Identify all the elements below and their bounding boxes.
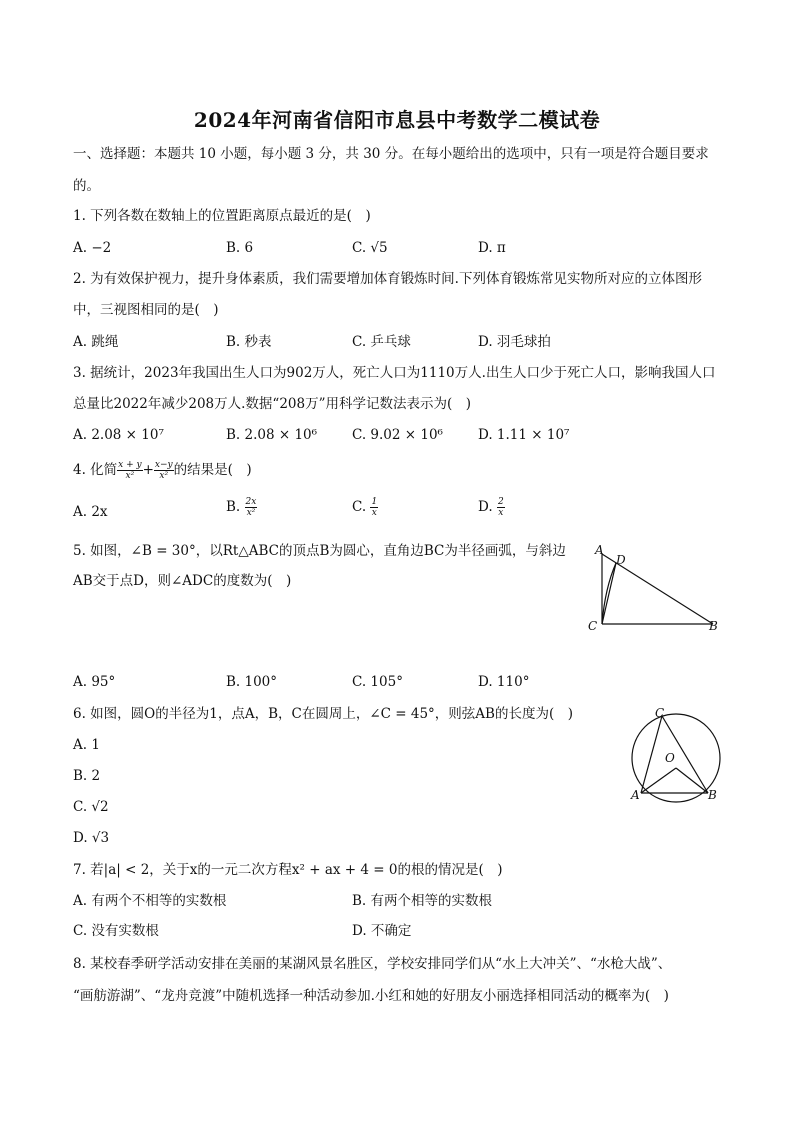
q4-suffix: 的结果是( ) (173, 462, 252, 478)
q4-fraction-2-denominator: x² (159, 471, 169, 481)
q6-option-b: B. 2 (73, 768, 101, 784)
q4-option-c-fraction (370, 497, 378, 518)
q4-fraction-2-numerator: x−y (154, 460, 173, 470)
q5-stem-line-1: 5. 如图，∠B = 30°，以Rt△ABC的顶点B为圆心，直角边BC为半径画弧，与斜边 (73, 543, 566, 559)
q5-option-d: D. 110° (478, 674, 530, 690)
q1-option-b: B. 6 (226, 240, 254, 256)
q6-radius-ob (676, 768, 708, 793)
q4-fraction-1-denominator: x² (125, 471, 135, 481)
q6-label-o: O (665, 751, 675, 765)
q8-stem-line-1: 8. 某校春季研学活动安排在美丽的某湖风景名胜区，学校安排同学们从“水上大冲关”、“水枪大战”、 (73, 956, 672, 972)
page-title: 2024年河南省信阳市息县中考数学二模试卷 (193, 108, 601, 132)
q7-option-c: C. 没有实数根 (73, 923, 159, 939)
q5-option-c: C. 105° (352, 674, 403, 690)
q4-fraction-1 (117, 460, 142, 481)
q5-option-b: B. 100° (226, 674, 278, 690)
q3-option-b: B. 2.08 × 10⁶ (226, 427, 318, 443)
q8-stem-line-2: “画舫游湖”、“龙舟竞渡”中随机选择一种活动参加.小红和她的好朋友小丽选择相同活动的概率为( ) (73, 988, 669, 1004)
q6-option-c: C. √2 (73, 799, 109, 815)
q3-stem-line-2: 总量比2022年减少208万人.数据“208万”用科学记数法表示为( ) (73, 396, 472, 412)
q5-triangle-figure (585, 538, 725, 638)
section-heading-line-1: 一、选择题：本题共 10 小题，每小题 3 分，共 30 分。在每小题给出的选项中，只有一项是符合题目要求 (73, 146, 709, 162)
q3-stem-line-1: 3. 据统计，2023年我国出生人口为902万人，死亡人口为1110万人.出生人口少于死亡人口，影响我国人口 (73, 365, 716, 381)
q6-label-b: B (708, 788, 717, 802)
q5-stem-line-2: AB交于点D，则∠ADC的度数为( ) (73, 573, 292, 589)
q4-option-c-label: C. (352, 499, 367, 515)
q4-option-d-denominator: x (498, 508, 504, 518)
q4-option-b-fraction (245, 497, 258, 518)
q4-option-b-numerator: 2x (245, 497, 257, 507)
q4-option-b-denominator: x² (246, 508, 256, 518)
q5-label-b: B (709, 619, 718, 633)
q2-option-d: D. 羽毛球拍 (478, 334, 551, 350)
q6-label-a: A (631, 788, 640, 802)
q2-stem-line-2: 中，三视图相同的是( ) (73, 302, 219, 318)
q4-option-c (352, 497, 378, 518)
section-heading-line-2: 的。 (73, 178, 100, 194)
q4-option-b-label: B. (226, 499, 241, 515)
q6-option-d: D. √3 (73, 830, 110, 846)
q4-prefix: 4. 化简 (73, 462, 118, 478)
q4-fraction-1-numerator: x + y (118, 460, 142, 470)
q5-option-a: A. 95° (73, 674, 116, 690)
q6-circle (632, 714, 720, 802)
q7-stem: 7. 若|a| < 2，关于x的一元二次方程x² + ax + 4 = 0的根的情况是( ) (73, 862, 503, 878)
q5-label-c: C (588, 619, 598, 633)
q1-option-a: A. −2 (73, 240, 112, 256)
q2-option-a: A. 跳绳 (73, 334, 119, 350)
q4-plus-sign: + (142, 462, 154, 478)
q4-option-d-fraction (497, 497, 505, 518)
q7-option-d: D. 不确定 (352, 923, 412, 939)
q7-option-a: A. 有两个不相等的实数根 (73, 893, 227, 909)
q4-option-d-label: D. (478, 499, 493, 515)
q3-option-c: C. 9.02 × 10⁶ (352, 427, 443, 443)
q5-label-a: A (595, 543, 604, 557)
q5-label-d: D (616, 553, 626, 567)
q6-circle-figure (625, 704, 730, 804)
q5-segment-cd (602, 563, 616, 624)
q2-stem-line-1: 2. 为有效保护视力，提升身体素质，我们需要增加体育锻炼时间.下列体育锻炼常见实物所对应的立体图形 (73, 271, 702, 287)
q4-option-a: A. 2x (73, 504, 108, 520)
q4-option-d-numerator: 2 (497, 497, 504, 507)
q6-option-a: A. 1 (73, 737, 100, 753)
q7-option-b: B. 有两个相等的实数根 (352, 893, 493, 909)
q4-fraction-2 (154, 460, 174, 481)
q1-option-d: D. π (478, 240, 506, 256)
q1-option-c: C. √5 (352, 240, 388, 256)
q4-stem (73, 460, 252, 481)
q4-option-b (226, 497, 257, 518)
q1-stem: 1. 下列各数在数轴上的位置距离原点最近的是( ) (73, 208, 371, 224)
q4-option-c-numerator: 1 (371, 497, 378, 507)
q6-label-c: C (655, 706, 665, 720)
q3-option-d: D. 1.11 × 10⁷ (478, 427, 570, 443)
q2-option-b: B. 秒表 (226, 334, 272, 350)
q4-option-d (478, 497, 505, 518)
q6-stem: 6. 如图，圆O的半径为1，点A，B，C在圆周上，∠C = 45°，则弦AB的长度为( ) (73, 706, 573, 722)
q4-option-c-denominator: x (371, 508, 377, 518)
q3-option-a: A. 2.08 × 10⁷ (73, 427, 164, 443)
q2-option-c: C. 乒乓球 (352, 334, 411, 350)
